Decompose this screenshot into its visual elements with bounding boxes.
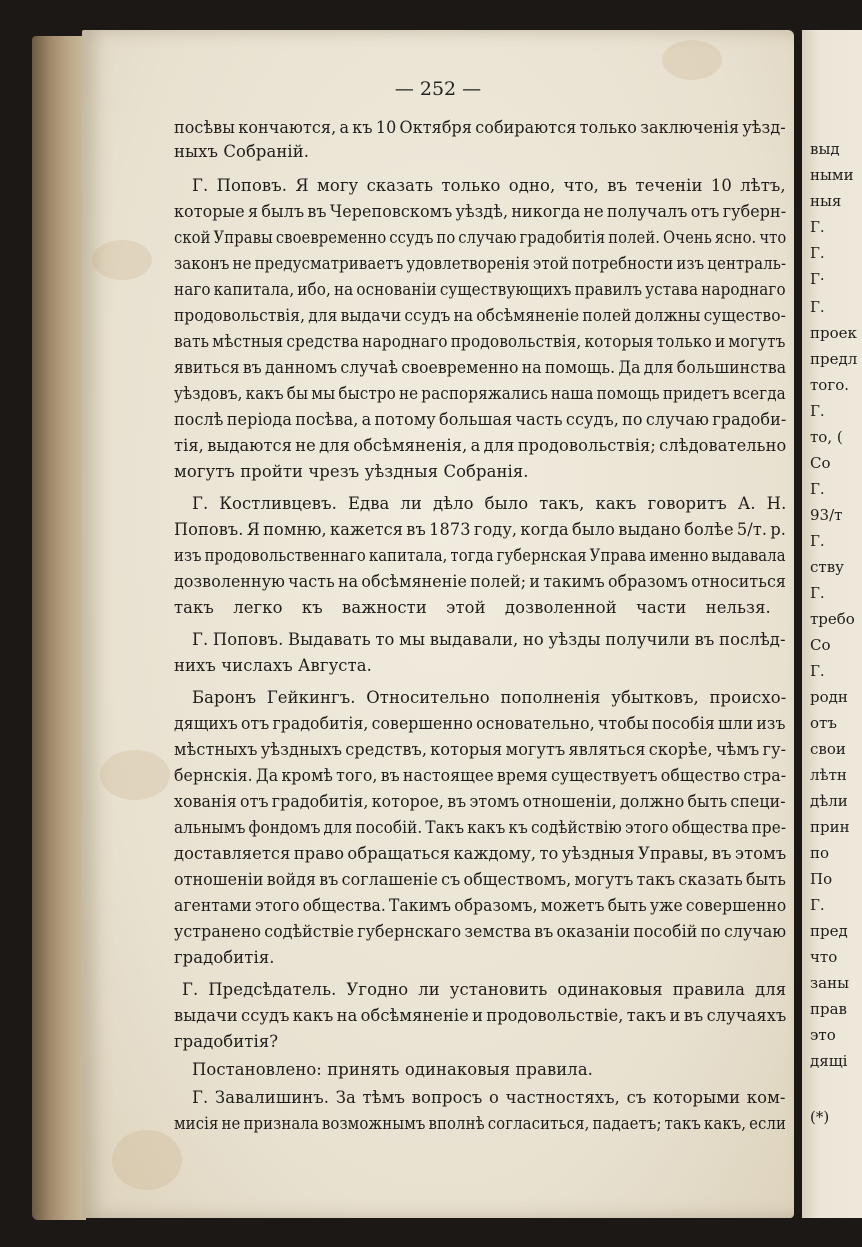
- text-line: мисія не признала возможнымъ вполнѣ согласиться, падаетъ; такъ какъ, если: [174, 1114, 787, 1133]
- right-page-fragment: Г.: [810, 662, 825, 680]
- paper-stain: [92, 240, 152, 280]
- right-page-fragment: (*): [810, 1108, 830, 1126]
- text-line: Г. Костливцевъ. Едва ли дѣло было такъ, какъ говоритъ А. Н.: [192, 494, 787, 513]
- right-page-fragment: Со: [810, 636, 831, 654]
- text-line: ской Управы своевременно ссудъ по случаю градобитія полей. Очень ясно. что: [174, 228, 787, 247]
- text-line: Постановлено: принять одинаковыя правила.: [192, 1060, 593, 1079]
- right-page-fragment: по: [810, 844, 830, 862]
- text-line: посѣвы кончаются, а къ 10 Октября собираются только заключенія уѣзд-: [174, 118, 786, 137]
- page-number: — 252 —: [394, 78, 482, 100]
- right-page-fragment: Г.: [810, 218, 825, 236]
- text-line: доставляется право обращаться каждому, то уѣздныя Управы, въ этомъ: [174, 844, 787, 863]
- paper-stain: [662, 40, 722, 80]
- text-line: такъ легко къ важности этой дозволенной части нельзя.: [174, 598, 771, 617]
- paper-stain: [100, 750, 170, 800]
- right-page-fragment: Г.: [810, 244, 825, 262]
- text-line: продовольствія, для выдачи ссудъ на обсѣмяненіе полей должны существо-: [174, 306, 786, 325]
- right-page-fragment: Со: [810, 454, 831, 472]
- right-page-fragment: Г.: [810, 896, 825, 914]
- right-page-fragment: ству: [810, 558, 844, 576]
- text-line: агентами этого общества. Такимъ образомъ, можетъ быть уже совершенно: [174, 896, 787, 915]
- text-line: Г. Поповъ. Я могу сказать только одно, что, въ теченіи 10 лѣтъ,: [192, 176, 786, 195]
- text-line: законъ не предусматриваетъ удовлетворенія этой потребности изъ централь-: [174, 254, 787, 273]
- right-page-fragment: отъ: [810, 714, 837, 732]
- text-line: наго капитала, ибо, на основаніи существующихъ правилъ устава народнаго: [174, 280, 786, 299]
- text-line: уѣздовъ, какъ бы мы быстро не распоряжались наша помощь придетъ всегда: [174, 384, 786, 403]
- text-line: которые я былъ въ Череповскомъ уѣздѣ, никогда не получалъ отъ губерн-: [174, 202, 787, 221]
- right-page-fragment: требо: [810, 610, 855, 628]
- right-page-fragment: заны: [810, 974, 850, 992]
- text-line: вать мѣстныя средства народнаго продовольствія, которыя только и могутъ: [174, 332, 786, 351]
- right-page-fragment: ныя: [810, 192, 842, 210]
- text-line: градобитія?: [174, 1032, 279, 1051]
- text-line: бернскія. Да кромѣ того, въ настоящее время существуетъ общество стра-: [174, 766, 787, 785]
- right-page-fragment: то, (: [810, 428, 843, 446]
- right-page-fragment: дящі: [810, 1052, 848, 1070]
- right-page-fragment: прин: [810, 818, 850, 836]
- right-page-fragment: это: [810, 1026, 836, 1044]
- right-page-fragment: свои: [810, 740, 846, 758]
- text-line: Баронъ Гейкингъ. Относительно пополненія убытковъ, происхо-: [192, 688, 787, 707]
- book-page: [82, 30, 794, 1218]
- text-line: Г. Поповъ. Выдавать то мы выдавали, но уѣзды получили въ послѣд-: [192, 630, 786, 649]
- right-page-fragment: Г.: [810, 402, 825, 420]
- right-page-fragment: пред: [810, 922, 848, 940]
- text-line: Г. Завалишинъ. За тѣмъ вопросъ о частностяхъ, съ которыми ком-: [192, 1088, 786, 1107]
- right-page-fragment: прав: [810, 1000, 847, 1018]
- text-line: дозволенную часть на обсѣмяненіе полей; и такимъ образомъ относиться: [174, 572, 786, 591]
- right-page-fragment: лѣтн: [810, 766, 847, 784]
- right-page-fragment: Г.: [810, 298, 825, 316]
- text-line: альнымъ фондомъ для пособій. Такъ какъ къ содѣйствію этого общества пре-: [174, 818, 787, 837]
- right-page-fragment: Г·: [810, 270, 825, 288]
- text-line: явиться въ данномъ случаѣ своевременно на помощь. Да для большинства: [174, 358, 787, 377]
- next-page-edge: [802, 30, 862, 1218]
- text-line: послѣ періода посѣва, а потому большая часть ссудъ, по случаю градоби-: [174, 410, 787, 429]
- right-page-fragment: проек: [810, 324, 857, 342]
- right-page-fragment: Г.: [810, 584, 825, 602]
- right-page-fragment: предл: [810, 350, 858, 368]
- right-page-fragment: дѣли: [810, 792, 848, 810]
- text-line: устранено содѣйствіе губернскаго земства въ оказаніи пособій по случаю: [174, 922, 787, 941]
- right-page-fragment: Г.: [810, 532, 825, 550]
- text-line: хованія отъ градобитія, которое, въ этомъ отношеніи, должно быть специ-: [174, 792, 786, 811]
- text-line: Поповъ. Я помню, кажется въ 1873 году, когда было выдано болѣе 5/т. р.: [174, 520, 787, 539]
- paper-stain: [112, 1130, 182, 1190]
- right-page-fragment: выд: [810, 140, 840, 158]
- text-line: ныхъ Собраній.: [174, 142, 310, 161]
- text-line: дящихъ отъ градобитія, совершенно основательно, чтобы пособія шли изъ: [174, 714, 786, 733]
- right-page-fragment: 93/т: [810, 506, 843, 524]
- text-line: нихъ числахъ Августа.: [174, 656, 372, 675]
- right-page-fragment: По: [810, 870, 833, 888]
- text-line: отношеніи войдя въ соглашеніе съ обществомъ, могутъ такъ сказать быть: [174, 870, 786, 889]
- right-page-fragment: того.: [810, 376, 849, 394]
- right-page-fragment: Г.: [810, 480, 825, 498]
- book-page-edges: [32, 36, 86, 1220]
- text-line: градобитія.: [174, 948, 275, 967]
- right-page-fragment: родн: [810, 688, 848, 706]
- right-page-fragment: ными: [810, 166, 854, 184]
- right-page-fragment: что: [810, 948, 838, 966]
- text-line: мѣстныхъ уѣздныхъ средствъ, которыя могутъ являться скорѣе, чѣмъ гу-: [174, 740, 787, 759]
- text-line: Г. Предсѣдатель. Угодно ли установить одинаковыя правила для: [182, 980, 787, 999]
- text-line: могутъ пройти чрезъ уѣздныя Собранія.: [174, 462, 529, 481]
- text-line: выдачи ссудъ какъ на обсѣмяненіе и продовольствіе, такъ и въ случаяхъ: [174, 1006, 787, 1025]
- text-line: тія, выдаются не для обсѣмяненія, а для продовольствія; слѣдовательно: [174, 436, 787, 455]
- text-line: изъ продовольственнаго капитала, тогда губернская Управа именно выдавала: [174, 546, 786, 565]
